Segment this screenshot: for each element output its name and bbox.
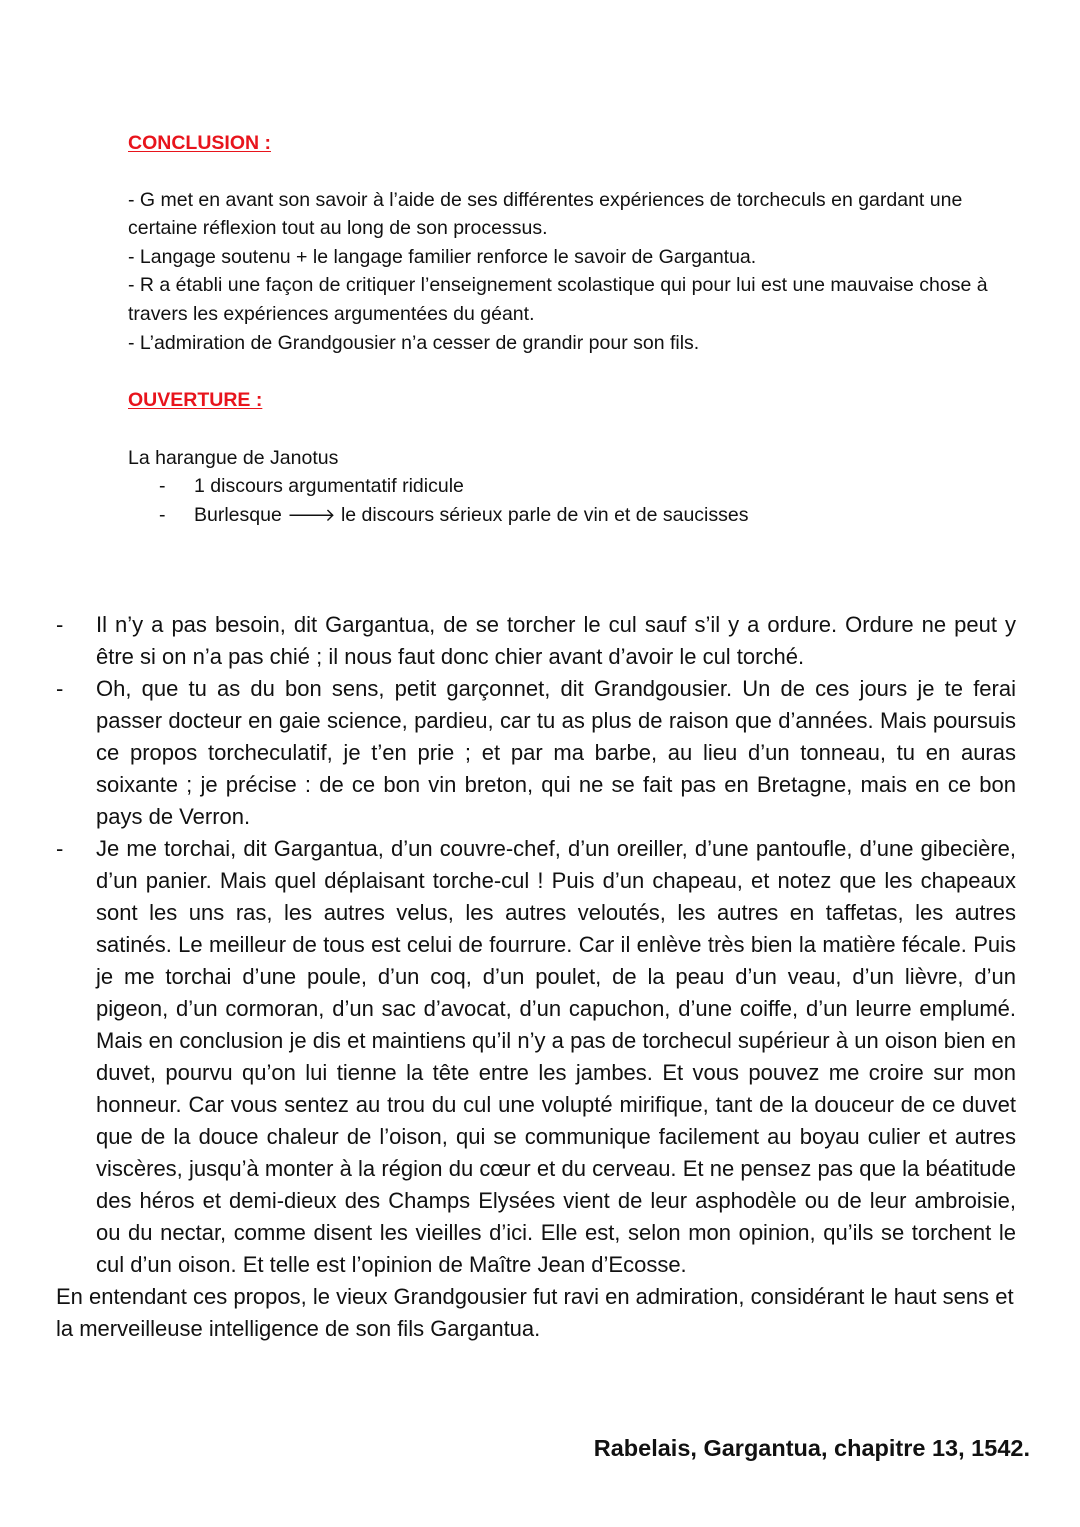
dialogue-list — [56, 609, 1016, 1281]
conclusion-point: - Langage soutenu + le langage familier renforce le savoir de Gargantua. — [128, 245, 757, 268]
bullet-dash: - — [56, 612, 64, 637]
conclusion-point: - R a établi une façon de critiquer l’enseignement scolastique qui pour lui est une mauvaise chose à travers les expériences argumentées du géant. — [128, 274, 988, 325]
dialogue-text: Il n’y a pas besoin, dit Gargantua, de se torcher le cul sauf s’il y a ordure. Ordure ne peut y être si on n’a pas chié ; il nous faut donc chier avant d’avoir le cul torché. — [96, 612, 1016, 669]
dialogue-text: Oh, que tu as du bon sens, petit garçonnet, dit Grandgousier. Un de ces jours je te ferai passer docteur en gaie science, pardieu, car tu as plus de raison que d’années. Mais poursuis ce propos torcheculatif, je t’en prie ; et par ma barbe, au lieu d’un tonneau, tu en auras soixante ; je précise : de ce bon vin breton, qui ne se fait pas en Bretagne, mais en ce bon pays de Verron. — [96, 676, 1016, 829]
dialogue-paragraph — [56, 673, 1016, 833]
ouverture-title: La harangue de Janotus — [128, 446, 339, 469]
bullet-dash: - — [159, 503, 166, 526]
ouverture-list — [128, 472, 988, 530]
conclusion-list — [128, 186, 988, 358]
ouverture-block — [128, 444, 988, 531]
conclusion-heading: CONCLUSION : — [128, 132, 271, 154]
citation: Rabelais, Gargantua, chapitre 13, 1542. — [593, 1435, 1030, 1461]
bullet-dash: - — [56, 836, 64, 861]
bullet-dash: - — [159, 475, 166, 498]
dialogue-paragraph — [56, 833, 1016, 1281]
closing-paragraph: En entendant ces propos, le vieux Grandgousier fut ravi en admiration, considérant le haut sens et la merveilleuse intelligence de son fils Gargantua. — [56, 1284, 1014, 1341]
conclusion-point: - L’admiration de Grandgousier n’a cesser de grandir pour son fils. — [128, 331, 700, 354]
ouverture-heading: OUVERTURE : — [128, 389, 263, 412]
dialogue-text: Je me torchai, dit Gargantua, d’un couvre-chef, d’un oreiller, d’une pantoufle, d’une gibecière, d’un panier. Mais quel déplaisant torche-cul ! Puis d’un chapeau, et notez que les chapeaux sont les uns ras, les autres velus, les autres veloutés, les autres en taffetas, les autres satinés. Le meilleur de tous est celui de fourrure. Car il enlève très bien la matière fécale. Puis je me torchai d’une poule, d’un coq, d’un poulet, de la peau d’un veau, d’un lièvre, d’un pigeon, d’un cormoran, d’un sac d’avocat, d’un capuchon, d’une coiffe, d’un leurre emplumé. Mais en conclusion je dis et maintiens qu’il n’y a pas de torchecul supérieur à un oison bien en duvet, pourvu qu’on lui tienne la tête entre les jambes. Et vous pouvez me croire sur mon honneur. Car vous sentez au trou du cul une volupté mirifique, tant de la douceur de ce duvet que de la douce chaleur de l’oison, qui se communique facilement au boyau culier et autres viscères, jusqu’à monter à la région du cœur et du cerveau. Et ne pensez pas que la béatitude des héros et demi-dieux des Champs Elysées vient de leur asphodèle ou de leur ambroisie, ou du nectar, comme disent les vieilles d’ici. Elle est, selon mon opinion, qu’ils se torchent le cul d’un oison. Et telle est l’opinion de Maître Jean d’Ecosse. — [96, 836, 1016, 1277]
arrow-right-icon: 🡒 — [287, 504, 336, 526]
text-excerpt — [56, 609, 1016, 1345]
bullet-dash: - — [56, 676, 64, 701]
dialogue-paragraph — [56, 609, 1016, 673]
ouverture-item-text: Burlesque — [194, 503, 282, 526]
ouverture-item-text: le discours sérieux parle de vin et de saucisses — [340, 503, 749, 526]
ouverture-item-text: 1 discours argumentatif ridicule — [194, 475, 464, 498]
conclusion-point: - G met en avant son savoir à l’aide de ses différentes expériences de torcheculs en gardant une certaine réflexion tout au long de son processus. — [128, 188, 963, 240]
ouverture-item — [128, 472, 988, 501]
ouverture-item — [128, 501, 988, 531]
notes-section — [128, 129, 988, 531]
